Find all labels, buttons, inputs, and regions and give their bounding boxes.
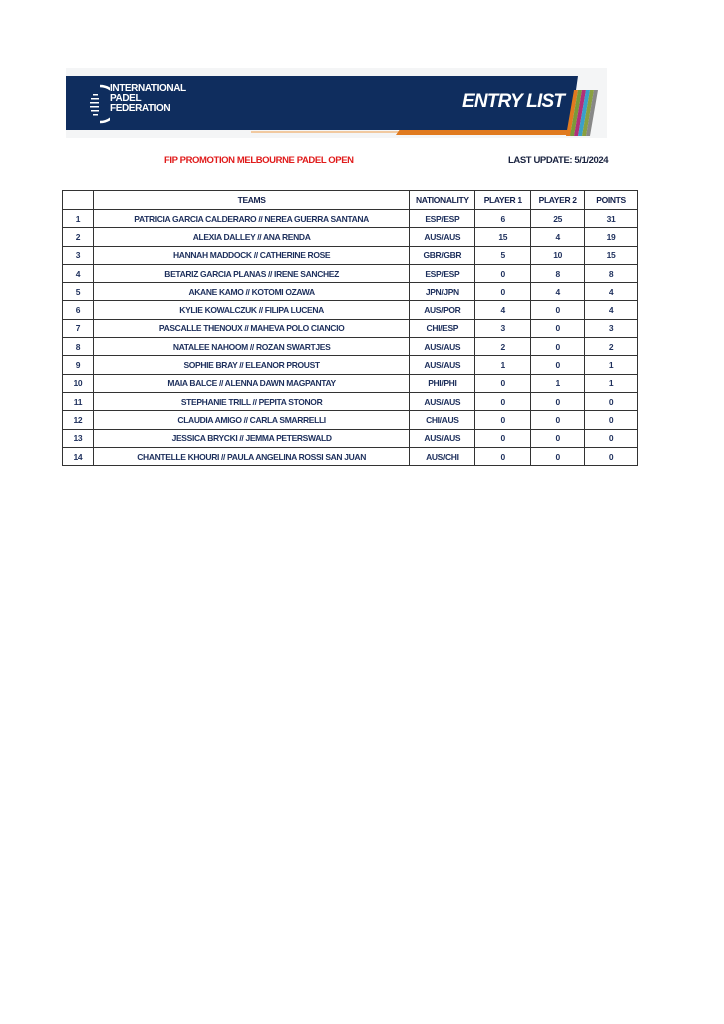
cell-rank: 1 [63,210,94,228]
cell-points: 0 [585,429,638,447]
cell-points: 3 [585,319,638,337]
cell-nationality: CHI/AUS [410,411,475,429]
column-header-nationality: NATIONALITY [410,191,475,210]
cell-nationality: CHI/ESP [410,319,475,337]
cell-rank: 4 [63,264,94,282]
cell-rank: 6 [63,301,94,319]
logo-line: INTERNATIONAL [110,83,186,94]
cell-player-1: 0 [475,264,531,282]
cell-rank: 11 [63,392,94,410]
cell-rank: 9 [63,356,94,374]
logo-text [110,84,186,114]
cell-player-2: 0 [531,338,585,356]
cell-player-1: 4 [475,301,531,319]
table-row [63,246,638,264]
banner-underline [251,131,401,133]
table-row [63,264,638,282]
cell-rank: 7 [63,319,94,337]
cell-nationality: GBR/GBR [410,246,475,264]
column-header-teams: TEAMS [93,191,410,210]
table-row [63,447,638,465]
cell-player-2: 0 [531,356,585,374]
cell-player-2: 10 [531,246,585,264]
cell-player-1: 0 [475,447,531,465]
cell-nationality: AUS/AUS [410,228,475,246]
column-header-rank [63,191,94,210]
cell-teams: HANNAH MADDOCK // CATHERINE ROSE [93,246,410,264]
cell-nationality: ESP/ESP [410,210,475,228]
cell-teams: CHANTELLE KHOURI // PAULA ANGELINA ROSSI SAN JUAN [93,447,410,465]
cell-teams: MAIA BALCE // ALENNA DAWN MAGPANTAY [93,374,410,392]
cell-points: 1 [585,356,638,374]
color-stripes-icon [566,90,600,136]
cell-points: 4 [585,283,638,301]
cell-nationality: AUS/CHI [410,447,475,465]
cell-nationality: JPN/JPN [410,283,475,301]
cell-player-2: 4 [531,228,585,246]
cell-points: 0 [585,447,638,465]
logo-line: FEDERATION [110,103,171,114]
table-row [63,210,638,228]
cell-player-1: 0 [475,411,531,429]
cell-player-1: 5 [475,246,531,264]
table-row [63,301,638,319]
cell-player-2: 0 [531,319,585,337]
cell-teams: ALEXIA DALLEY // ANA RENDA [93,228,410,246]
banner-orange-bar [396,130,574,135]
cell-points: 0 [585,392,638,410]
cell-nationality: AUS/POR [410,301,475,319]
cell-player-1: 15 [475,228,531,246]
column-header-player-2: PLAYER 2 [531,191,585,210]
cell-nationality: AUS/AUS [410,356,475,374]
cell-teams: PASCALLE THENOUX // MAHEVA POLO CIANCIO [93,319,410,337]
cell-player-2: 8 [531,264,585,282]
cell-rank: 8 [63,338,94,356]
cell-points: 31 [585,210,638,228]
table-row [63,411,638,429]
cell-teams: STEPHANIE TRILL // PEPITA STONOR [93,392,410,410]
table-row [63,338,638,356]
cell-nationality: AUS/AUS [410,429,475,447]
cell-player-1: 0 [475,283,531,301]
cell-rank: 12 [63,411,94,429]
cell-teams: KYLIE KOWALCZUK // FILIPA LUCENA [93,301,410,319]
cell-teams: PATRICIA GARCIA CALDERARO // NEREA GUERRA SANTANA [93,210,410,228]
banner-title: ENTRY LIST [462,91,565,112]
cell-nationality: PHI/PHI [410,374,475,392]
cell-points: 19 [585,228,638,246]
cell-player-2: 0 [531,447,585,465]
header-banner [66,68,607,138]
cell-player-2: 4 [531,283,585,301]
column-header-points: POINTS [585,191,638,210]
table-row [63,283,638,301]
cell-nationality: ESP/ESP [410,264,475,282]
cell-teams: AKANE KAMO // KOTOMI OZAWA [93,283,410,301]
last-update: LAST UPDATE: 5/1/2024 [508,155,609,166]
cell-player-2: 0 [531,429,585,447]
cell-player-2: 0 [531,392,585,410]
cell-teams: CLAUDIA AMIGO // CARLA SMARRELLI [93,411,410,429]
cell-player-2: 0 [531,411,585,429]
cell-points: 8 [585,264,638,282]
table-row [63,356,638,374]
cell-player-2: 1 [531,374,585,392]
table-row [63,374,638,392]
logo-line: PADEL [110,93,142,104]
cell-player-1: 0 [475,429,531,447]
cell-player-1: 2 [475,338,531,356]
cell-teams: JESSICA BRYCKI // JEMMA PETERSWALD [93,429,410,447]
event-title: FIP PROMOTION MELBOURNE PADEL OPEN [164,155,354,166]
table-header-row [63,191,638,210]
cell-player-1: 0 [475,392,531,410]
cell-rank: 13 [63,429,94,447]
table-row [63,228,638,246]
cell-nationality: AUS/AUS [410,392,475,410]
cell-player-2: 0 [531,301,585,319]
table-row [63,392,638,410]
fip-logo-icon [90,84,110,124]
cell-teams: BETARIZ GARCIA PLANAS // IRENE SANCHEZ [93,264,410,282]
cell-points: 1 [585,374,638,392]
cell-player-1: 0 [475,374,531,392]
column-header-player-1: PLAYER 1 [475,191,531,210]
cell-teams: NATALEE NAHOOM // ROZAN SWARTJES [93,338,410,356]
table-row [63,319,638,337]
table-row [63,429,638,447]
cell-nationality: AUS/AUS [410,338,475,356]
cell-rank: 5 [63,283,94,301]
cell-points: 15 [585,246,638,264]
cell-player-1: 1 [475,356,531,374]
cell-points: 2 [585,338,638,356]
cell-player-2: 25 [531,210,585,228]
cell-points: 4 [585,301,638,319]
cell-rank: 10 [63,374,94,392]
cell-rank: 14 [63,447,94,465]
entry-table [62,190,638,466]
cell-player-1: 3 [475,319,531,337]
cell-rank: 3 [63,246,94,264]
cell-player-1: 6 [475,210,531,228]
cell-teams: SOPHIE BRAY // ELEANOR PROUST [93,356,410,374]
cell-points: 0 [585,411,638,429]
cell-rank: 2 [63,228,94,246]
